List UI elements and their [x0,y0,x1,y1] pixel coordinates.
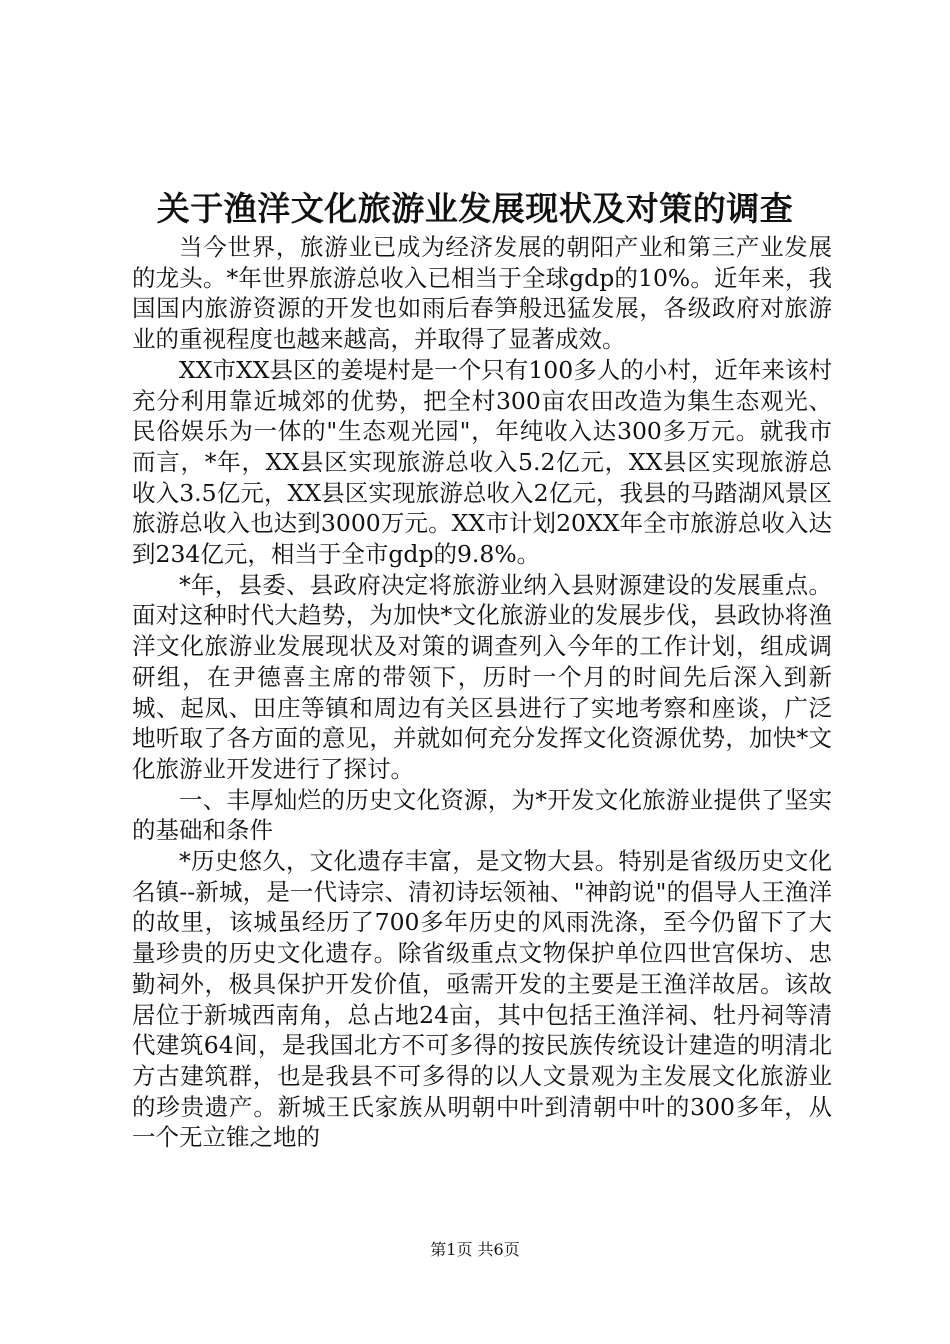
document-title: 关于渔洋文化旅游业发展现状及对策的调查 [156,189,794,228]
paragraph-intro: 当今世界，旅游业已成为经济发展的朝阳产业和第三产业发展的龙头。*年世界旅游总收入已相当于全球gdp的10%。近年来，我国国内旅游资源的开发也如雨后春笋般迅猛发展，各级政府对旅游业的重视程度也越来越高，并取得了显著成效。 [132,233,832,354]
document-body [132,232,832,1153]
page-number-footer: 第1页 共6页 [430,1240,520,1259]
paragraph-examples: XX市XX县区的姜堤村是一个只有100多人的小村，近年来该村充分利用靠近城郊的优势，把全村300亩农田改造为集生态观光、民俗娱乐为一体的"生态观光园"，年纯收入达300多万元。就我市而言，*年，XX县区实现旅游总收入5.2亿元，XX县区实现旅游总收入3.5亿元，XX县区实现旅游总收入2亿元，我县的马踏湖风景区旅游总收入也达到3000万元。XX市计划20XX年全市旅游总收入达到234亿元，相当于全市gdp的9.8%。 [132,355,832,569]
paragraph-background: *年，县委、县政府决定将旅游业纳入县财源建设的发展重点。面对这种时代大趋势，为加快*文化旅游业的发展步伐，县政协将渔洋文化旅游业发展现状及对策的调查列入今年的工作计划，组成调研组，在尹德喜主席的带领下，历时一个月的时间先后深入到新城、起凤、田庄等镇和周边有关区县进行了实地考察和座谈，广泛地听取了各方面的意见，并就如何充分发挥文化资源优势，加快*文化旅游业开发进行了探讨。 [132,570,832,783]
section-heading-1: 一、丰厚灿烂的历史文化资源，为*开发文化旅游业提供了坚实的基础和条件 [132,785,832,845]
paragraph-history: *历史悠久，文化遗存丰富，是文物大县。特别是省级历史文化名镇--新城，是一代诗宗、清初诗坛领袖、"神韵说"的倡导人王渔洋的故里，该城虽经历了700多年历史的风雨洗涤，至今仍留下了大量珍贵的历史文化遗存。除省级重点文物保护单位四世宫保坊、忠勤祠外，极具保护开发价值，亟需开发的主要是王渔洋故居。该故居位于新城西南角，总占地24亩，其中包括王渔洋祠、牡丹祠等清代建筑64间，是我国北方不可多得的按民族传统设计建造的明清北方古建筑群，也是我县不可多得的以人文景观为主发展文化旅游业的珍贵遗产。新城王氏家族从明朝中叶到清朝中叶的300多年，从一个无立锥之地的 [132,847,832,1152]
